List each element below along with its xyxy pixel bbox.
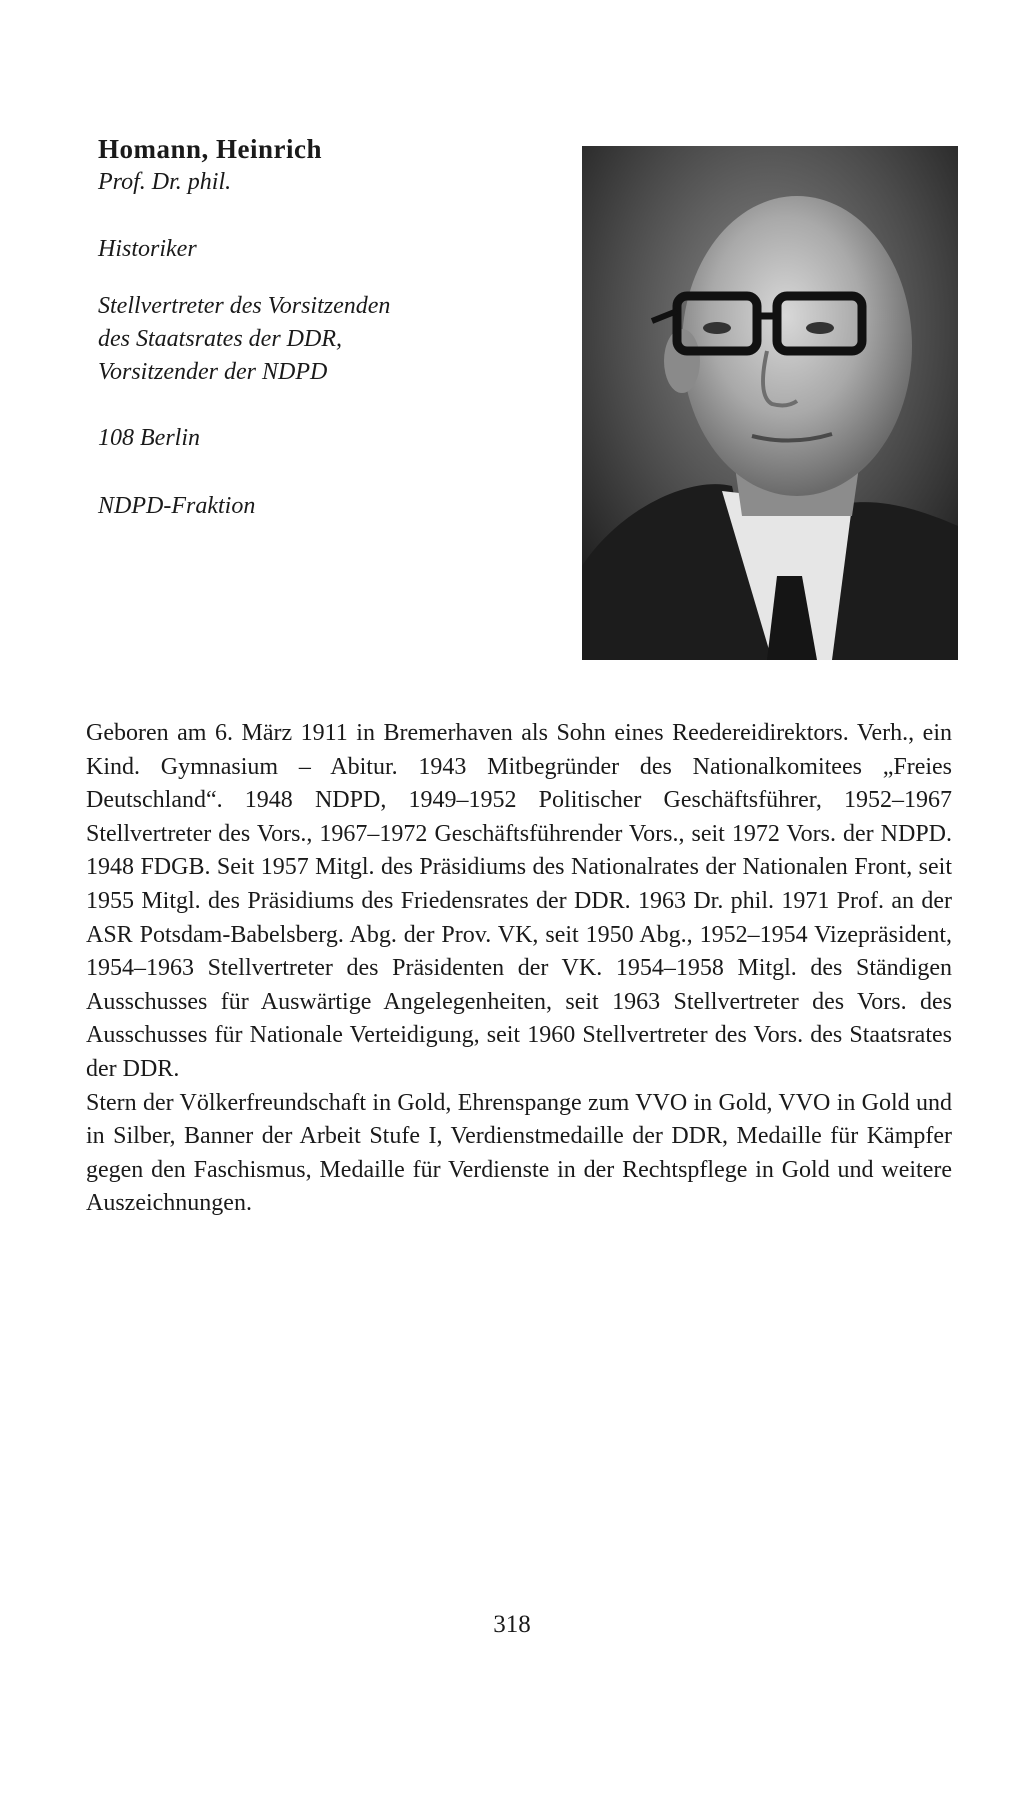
page-number: 318 [493,1611,531,1638]
faction: NDPD-Fraktion [98,493,256,519]
office-line: Vorsitzender der NDPD [98,359,328,385]
portrait-photo [582,146,958,660]
awards-paragraph: Stern der Völkerfreundschaft in Gold, Ehrenspange zum VVO in Gold, VVO in Gold und in Silber, Banner der Arbeit Stufe I, Verdienstmedaille der DDR, Medaille für Kämpfer gegen den Faschismus, Medaille für Verdienste in der Rechtspflege in Gold und weitere Auszeichnungen. [86,1089,952,1217]
biography-paragraph: Geboren am 6. März 1911 in Bremerhaven als Sohn eines Reedereidirektors. Verh., ein Kind. Gymnasium – Abitur. 1943 Mitbegründer des Nationalkomitees „Freies Deutschland“. 1948 NDPD, 1949–1952 Politischer Geschäftsführer, 1952–1967 Stellvertreter des Vors., 1967–1972 Geschäftsführender Vors., seit 1972 Vors. der NDPD. 1948 FDGB. Seit 1957 Mitgl. des Präsidiums des Nationalrates der Nationalen Front, seit 1955 Mitgl. des Präsidiums des Friedensrates der DDR. 1963 Dr. phil. 1971 Prof. an der ASR Potsdam-Babelsberg. Abg. der Prov. VK, seit 1950 Abg., 1952–1954 Vizepräsident, 1954–1963 Stellvertreter des Präsidenten der VK. 1954–1958 Mitgl. des Ständigen Ausschusses für Auswärtige Angelegenheiten, seit 1963 Stellvertreter des Vors. des Ausschusses für Nationale Verteidigung, seit 1960 Stellvertreter des Vors. des Staatsrates der DDR. [86,720,952,1082]
office-line: Stellvertreter des Vorsitzenden [98,293,391,319]
person-name: Homann, Heinrich [98,134,323,164]
biography [86,717,952,1221]
academic-title: Prof. Dr. phil. [98,169,232,195]
office-line: des Staatsrates der DDR, [98,326,342,352]
office-block [98,290,390,389]
city: 108 Berlin [98,425,200,451]
profession: Historiker [98,236,197,262]
